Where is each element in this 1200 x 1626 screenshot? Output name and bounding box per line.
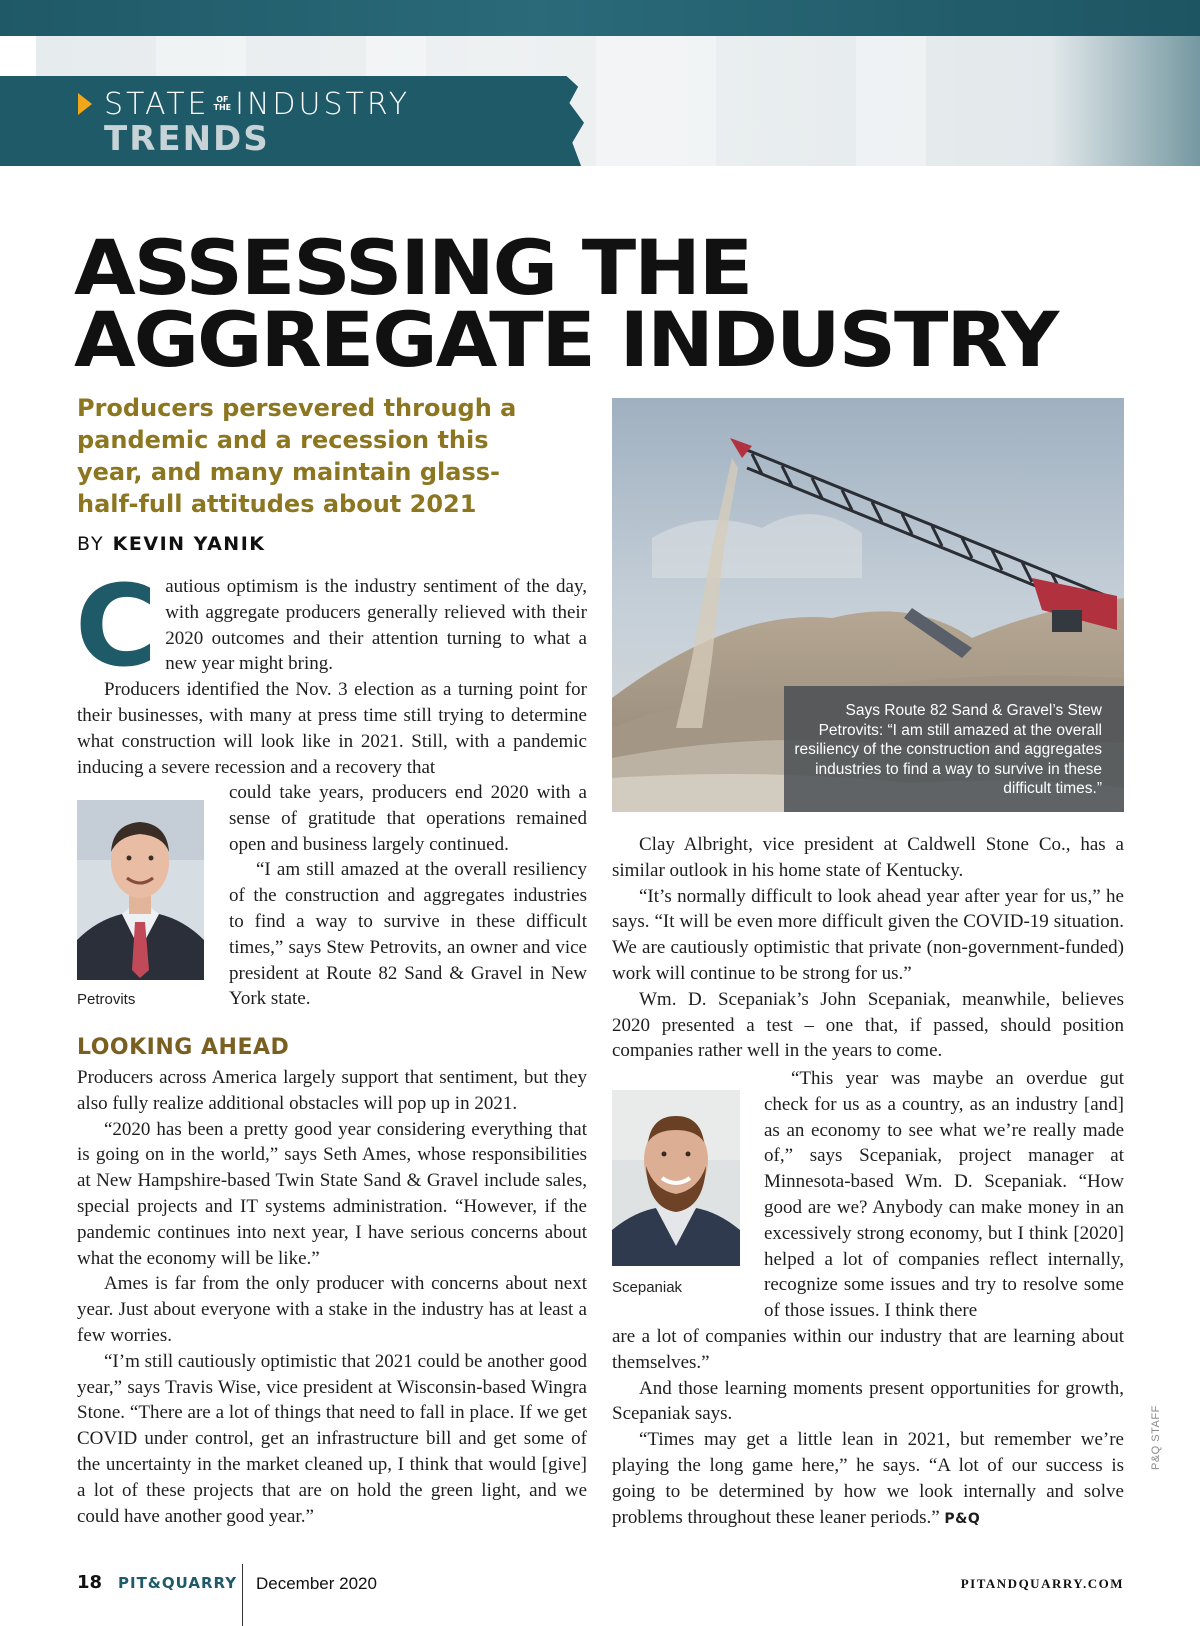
publication-name: PIT&QUARRY <box>118 1574 238 1592</box>
footer-divider <box>242 1564 243 1626</box>
column-1-lower <box>77 1065 587 1529</box>
section-title: STATE OF THE INDUSTRY <box>104 86 411 122</box>
photo-caption-petrovits: Petrovits <box>77 991 136 1008</box>
paragraph: are a lot of companies within our industry that are learning about themselves.” <box>612 1326 1124 1373</box>
paragraph: autious optimism is the industry sentiment of the day, with aggregate producers generally relieved with their 2020 outcomes and their attention turning to what a new year might bring. <box>165 576 587 675</box>
paragraph: “2020 has been a pretty good year considering everything that is going on in the world,” says Seth Ames, whose responsibilities at New Hampshire-based Twin State Sand & Gravel include sales, special projects and IT systems administration. “However, if the pandemic continues into next year, I have serious concerns about what the economy will be like.” <box>77 1118 587 1269</box>
hero-photo-caption: Says Route 82 Sand & Gravel’s Stew Petrovits: “I am still amazed at the overall resiliency of the construction and aggregates industries to find a way to survive in these difficult times.” <box>784 686 1124 812</box>
paragraph: And those learning moments present opportunities for growth, Scepaniak says. <box>612 1377 1124 1425</box>
page-footer <box>0 1562 1200 1626</box>
looking-ahead-subhead: LOOKING AHEAD <box>77 1035 290 1060</box>
paragraph: could take years, producers end 2020 with a sense of gratitude that operations remained open and business largely continued. <box>229 782 587 855</box>
paragraph: “I am still amazed at the overall resiliency of the construction and aggregates industries to find a way to survive in these difficult times,” says Stew Petrovits, an owner and vice president at Route 82 Sand & Gravel in New York state. <box>229 859 587 1010</box>
paragraph: Wm. D. Scepaniak’s John Scepaniak, meanwhile, believes 2020 presented a test – one that, if passed, should position companies rather well in the years to come. <box>612 988 1124 1062</box>
photo-credit: P&Q STAFF <box>1150 1405 1162 1470</box>
column-2-lower <box>612 1324 1124 1532</box>
section-of-the: OF THE <box>213 95 232 112</box>
paragraph: Producers identified the Nov. 3 election as a turning point for their businesses, with many at press time still trying to determine what construction will look like in 2021. Still, with a pandemic inducing a severe recession and a recovery that <box>77 679 587 778</box>
paragraph: Clay Albright, vice president at Caldwell Stone Co., has a similar outlook in his home state of Kentucky. <box>612 834 1124 881</box>
paragraph: “This year was maybe an overdue gut check for us as a country, as an industry [and] as an economy to see what we’re really made of,” says Scepaniak, project manager at Minnesota-based Wm. D. Scepaniak. “How good are we? Anybody can make money in an excessively strong economy, but I think [2020] helped a lot of companies reflect internally, recognize some issues and try to resolve some of those issues. I think there <box>764 1068 1124 1322</box>
author-name: KEVIN YANIK <box>112 533 266 555</box>
paragraph: “Times may get a little lean in 2021, but remember we’re playing the long game here,” he says. “A lot of our success is going to be determined by how we look internally and solve problems throughout these leaner periods.” P&Q <box>612 1429 1124 1528</box>
byline: BY KEVIN YANIK <box>77 533 266 555</box>
issue-date: December 2020 <box>256 1574 377 1593</box>
page-number: 18 <box>77 1572 103 1593</box>
section-arrow-icon <box>78 93 92 115</box>
article-dek: Producers persevered through a pandemic and a recession this year, and many maintain glass-half-full attitudes about 2021 <box>77 394 517 518</box>
scepaniak-portrait <box>612 1090 740 1266</box>
website-link[interactable]: PITANDQUARRY.COM <box>960 1576 1124 1591</box>
drop-cap: C <box>75 562 158 692</box>
paragraph: “I’m still cautiously optimistic that 2021 could be another good year,” says Travis Wise, vice president at Wisconsin-based Wingra Stone. “There are a lot of things that need to fall in place. If we get COVID under control, get an infrastructure bill and get some of the uncertainty in the market cleaned up, I think that would [give] a lot of these projects that are on hold the green light, and we could have another good year.” <box>77 1350 587 1527</box>
paragraph: “It’s normally difficult to look ahead year after year for us,” he says. “It will be even more difficult given the COVID-19 situation. We are cautiously optimistic that private (non-government-funded) work will continue to be strong for us.” <box>612 885 1124 984</box>
top-color-strip <box>0 0 1200 36</box>
petrovits-portrait <box>77 800 204 980</box>
column-2-upper <box>612 832 1124 1064</box>
article-headline: ASSESSING THE AGGREGATE INDUSTRY <box>74 223 1058 384</box>
photo-caption-scepaniak: Scepaniak <box>612 1279 683 1296</box>
column-1-intro <box>75 562 587 780</box>
paragraph: Producers across America largely support that sentiment, but they also fully realize additional obstacles will pop up in 2021. <box>77 1067 587 1114</box>
column-2-quote <box>764 1066 1124 1324</box>
section-subtitle: TRENDS <box>104 119 270 159</box>
paragraph: Ames is far from the only producer with concerns about next year. Just about everyone with a stake in the industry has at least a few worries. <box>77 1273 587 1346</box>
column-1-continued <box>229 780 587 1012</box>
end-mark: P&Q <box>944 1510 981 1527</box>
